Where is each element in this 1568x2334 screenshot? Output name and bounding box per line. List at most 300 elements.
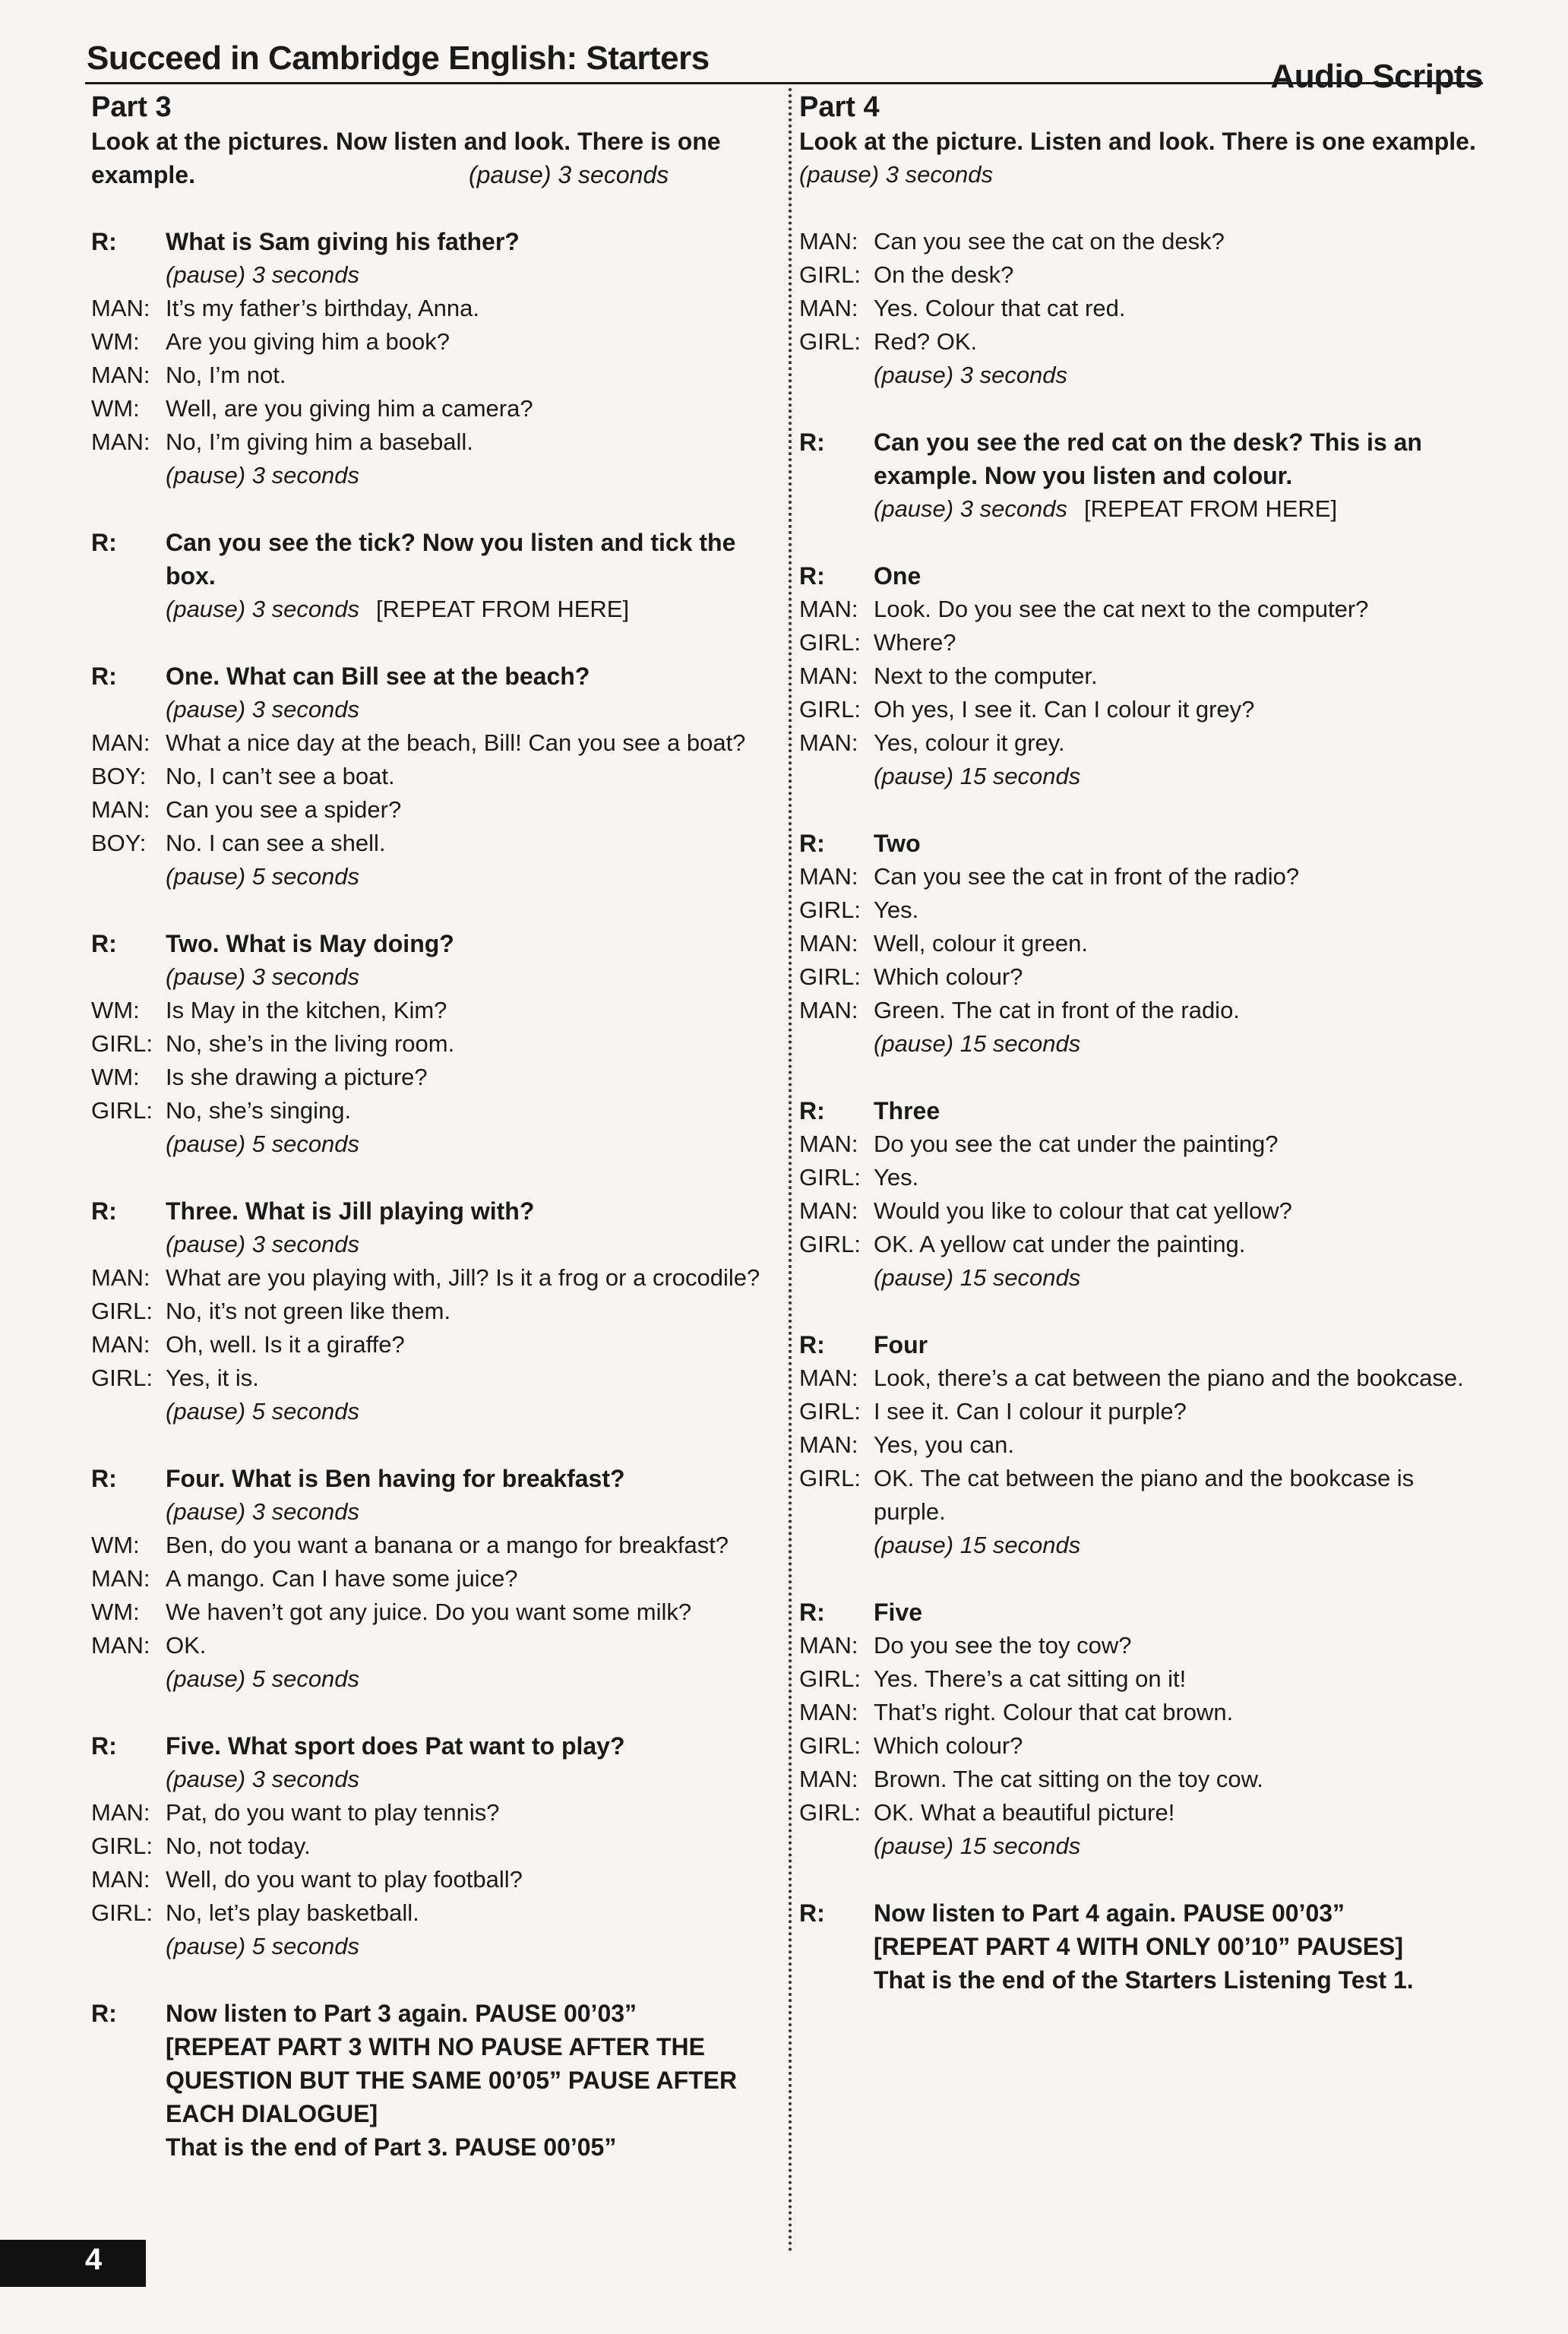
- part4-closing: [799, 1896, 1483, 1997]
- dialogue-line: [799, 626, 1483, 659]
- speaker-label: BOY:: [91, 763, 147, 789]
- book-title: Succeed in Cambridge English: Starters: [87, 40, 710, 77]
- dialogue-block: [799, 225, 1483, 392]
- speaker-label: GIRL:: [799, 629, 861, 656]
- dialogue-line: [91, 1596, 779, 1629]
- line-text-wrap: [166, 1261, 779, 1295]
- speaker-label: [91, 1395, 166, 1428]
- line-text-wrap: [166, 1127, 779, 1161]
- speaker-label: GIRL:: [799, 261, 861, 288]
- line-text: Can you see the tick? Now you listen and tick the box.: [166, 529, 736, 590]
- line-text-wrap: [166, 1295, 779, 1328]
- line-text-wrap: [166, 1863, 779, 1896]
- line-text: That’s right. Colour that cat brown.: [874, 1699, 1234, 1725]
- speaker-label: MAN:: [799, 997, 858, 1023]
- line-text: (pause) 15 seconds: [874, 1532, 1081, 1558]
- line-text: (pause) 5 seconds: [166, 1398, 360, 1425]
- speaker-label: [799, 359, 874, 392]
- pause-line: [91, 693, 779, 726]
- rubric-line: [91, 1462, 779, 1495]
- line-text-wrap: [166, 827, 779, 860]
- speaker-label: GIRL:: [799, 1164, 861, 1191]
- dialogue-line: [799, 292, 1483, 325]
- speaker-label: R:: [91, 2000, 117, 2027]
- line-text-wrap: [874, 927, 1483, 960]
- line-text-wrap: [166, 1228, 779, 1261]
- speaker-label: [799, 492, 874, 526]
- dialogue-line: [91, 760, 779, 793]
- speaker-label: [91, 459, 166, 492]
- line-text: Two: [874, 830, 921, 857]
- section-title: Audio Scripts: [1270, 58, 1483, 95]
- rubric-line: [91, 659, 779, 693]
- dialogue-line: [799, 225, 1483, 258]
- speaker-label: [91, 1495, 166, 1529]
- line-text: One. What can Bill see at the beach?: [166, 663, 590, 690]
- closing-text-line: [REPEAT PART 3 WITH NO PAUSE AFTER THE QUESTION BUT THE SAME 00’05” PAUSE AFTER EACH DIALOGUE]: [166, 2033, 738, 2127]
- part4-blocks: [799, 225, 1483, 1863]
- dialogue-block: [799, 827, 1483, 1061]
- line-text-wrap: [874, 1194, 1483, 1228]
- dialogue-line: [91, 1896, 779, 1930]
- dialogue-line: [799, 1194, 1483, 1228]
- rubric-line: [91, 927, 779, 960]
- line-text-wrap: [166, 1896, 779, 1930]
- speaker-label: R:: [91, 1732, 117, 1760]
- speaker-label: MAN:: [91, 1264, 150, 1291]
- line-text: Can you see the red cat on the desk? This is an example. Now you listen and colour.: [874, 429, 1422, 489]
- line-text-wrap: [874, 1662, 1483, 1696]
- line-text: Do you see the toy cow?: [874, 1632, 1132, 1659]
- closing-line: [91, 1997, 779, 2164]
- pause-line: [799, 1027, 1483, 1061]
- dialogue-line: [91, 793, 779, 827]
- line-text: One: [874, 562, 922, 590]
- speaker-label: R:: [799, 1899, 825, 1927]
- dialogue-line: [799, 1395, 1483, 1428]
- line-text: No, let’s play basketball.: [166, 1899, 419, 1926]
- line-text-wrap: [874, 827, 1483, 860]
- speaker-label: BOY:: [91, 830, 147, 856]
- dialogue-line: [799, 860, 1483, 893]
- speaker-label: GIRL:: [799, 897, 861, 923]
- speaker-label: GIRL:: [799, 1732, 861, 1759]
- line-text-wrap: [166, 1094, 779, 1127]
- line-text-wrap: [166, 359, 779, 392]
- line-text: Is May in the kitchen, Kim?: [166, 997, 447, 1023]
- line-text: Well, are you giving him a camera?: [166, 395, 533, 422]
- dialogue-block: [91, 526, 779, 626]
- line-text-wrap: [874, 726, 1483, 760]
- line-text-wrap: [166, 960, 779, 994]
- dialogue-line: [799, 1428, 1483, 1462]
- part4-title: Part 4: [799, 91, 880, 123]
- speaker-label: MAN:: [799, 663, 858, 689]
- dialogue-line: [799, 726, 1483, 760]
- dialogue-line: [799, 1696, 1483, 1729]
- speaker-label: GIRL:: [91, 1030, 153, 1057]
- line-text-wrap: [166, 760, 779, 793]
- line-text-wrap: [874, 1729, 1483, 1763]
- rubric-line: [799, 827, 1483, 860]
- line-text-wrap: [166, 1194, 779, 1228]
- line-text-wrap: [874, 1328, 1483, 1362]
- line-text: Five: [874, 1599, 923, 1626]
- line-text: Next to the computer.: [874, 663, 1098, 689]
- line-text: No. I can see a shell.: [166, 830, 386, 856]
- line-text-wrap: [874, 1596, 1483, 1629]
- dialogue-line: [91, 1629, 779, 1662]
- rubric-line: [799, 1328, 1483, 1362]
- line-text-wrap: [874, 1094, 1483, 1127]
- pause-line: [91, 1228, 779, 1261]
- line-text-wrap: [166, 392, 779, 425]
- line-text-wrap: [874, 760, 1483, 793]
- line-text-wrap: [874, 425, 1483, 492]
- line-text-wrap: [874, 1395, 1483, 1428]
- pause-line: [91, 459, 779, 492]
- line-text-wrap: [166, 860, 779, 893]
- speaker-label: WM:: [91, 1064, 140, 1090]
- dialogue-line: [91, 1094, 779, 1127]
- pause-line: [91, 258, 779, 292]
- pause-line: [91, 860, 779, 893]
- line-text: OK. The cat between the piano and the bookcase is purple.: [874, 1465, 1415, 1525]
- speaker-label: MAN:: [91, 1565, 150, 1592]
- speaker-label: MAN:: [799, 729, 858, 756]
- speaker-label: GIRL:: [91, 1097, 153, 1124]
- line-text-wrap: [166, 1061, 779, 1094]
- dialogue-block: [91, 927, 779, 1161]
- line-text: (pause) 3 seconds: [166, 1766, 360, 1792]
- rubric-line: [91, 225, 779, 258]
- line-text-wrap: [166, 1662, 779, 1696]
- speaker-label: GIRL:: [91, 1298, 153, 1324]
- line-text: Look, there’s a cat between the piano and the bookcase.: [874, 1365, 1464, 1391]
- speaker-label: R:: [799, 830, 825, 857]
- line-text: Five. What sport does Pat want to play?: [166, 1732, 625, 1760]
- line-text-wrap: [874, 626, 1483, 659]
- speaker-label: [91, 693, 166, 726]
- line-text: (pause) 5 seconds: [166, 1131, 360, 1157]
- speaker-label: R:: [91, 930, 117, 957]
- pause-line: [799, 492, 1483, 526]
- speaker-label: R:: [91, 228, 117, 255]
- line-text-wrap: [166, 1930, 779, 1963]
- line-text-wrap: [874, 994, 1483, 1027]
- line-text-wrap: [874, 1362, 1483, 1395]
- dialogue-block: [91, 225, 779, 492]
- dialogue-line: [799, 325, 1483, 359]
- line-text-wrap: [874, 325, 1483, 359]
- dialogue-line: [91, 1863, 779, 1896]
- pause-line: [799, 1261, 1483, 1295]
- line-text-wrap: [874, 1428, 1483, 1462]
- line-text-wrap: [166, 593, 779, 626]
- speaker-label: MAN:: [799, 1699, 858, 1725]
- line-text: Three: [874, 1097, 940, 1124]
- line-text: Which colour?: [874, 963, 1023, 990]
- speaker-label: GIRL:: [799, 1665, 861, 1692]
- line-text-wrap: [166, 1462, 779, 1495]
- line-text: (pause) 15 seconds: [874, 1264, 1081, 1291]
- line-text-wrap: [166, 225, 779, 258]
- dialogue-line: [91, 359, 779, 392]
- line-text: No, I can’t see a boat.: [166, 763, 395, 789]
- closing-text-line: Now listen to Part 3 again. PAUSE 00’03”: [166, 2000, 637, 2027]
- dialogue-line: [91, 1362, 779, 1395]
- pause-line: [799, 359, 1483, 392]
- dialogue-line: [799, 1629, 1483, 1662]
- line-text: Look. Do you see the cat next to the computer?: [874, 596, 1369, 622]
- speaker-label: [91, 1930, 166, 1963]
- speaker-label: MAN:: [799, 1365, 858, 1391]
- part4-column: [799, 90, 1483, 1997]
- line-text: (pause) 3 seconds: [166, 1498, 360, 1525]
- speaker-label: MAN:: [799, 596, 858, 622]
- pause-line: [799, 760, 1483, 793]
- line-text: Yes, colour it grey.: [874, 729, 1065, 756]
- dialogue-line: [799, 593, 1483, 626]
- speaker-label: R:: [799, 562, 825, 590]
- dialogue-line: [799, 1796, 1483, 1830]
- speaker-label: MAN:: [91, 729, 150, 756]
- part4-instruction-pause: (pause) 3 seconds: [799, 161, 994, 188]
- dialogue-block: [91, 1194, 779, 1428]
- page-number-tab: [0, 2240, 146, 2287]
- line-text: Pat, do you want to play tennis?: [166, 1799, 500, 1826]
- line-text-wrap: [874, 1696, 1483, 1729]
- speaker-label: GIRL:: [799, 1231, 861, 1257]
- line-text-wrap: [166, 1529, 779, 1562]
- page-number: 4: [85, 2243, 103, 2276]
- dialogue-block: [799, 1094, 1483, 1295]
- part3-instruction-text: Look at the pictures. Now listen and look. There is one example.: [91, 128, 721, 188]
- line-text: Two. What is May doing?: [166, 930, 454, 957]
- line-text: No, it’s not green like them.: [166, 1298, 451, 1324]
- pause-line: [91, 1763, 779, 1796]
- line-text-wrap: [166, 659, 779, 693]
- line-text: OK. What a beautiful picture!: [874, 1799, 1175, 1826]
- speaker-label: GIRL:: [799, 963, 861, 990]
- dialogue-line: [91, 1529, 779, 1562]
- speaker-label: [91, 258, 166, 292]
- dialogue-line: [91, 1295, 779, 1328]
- part3-column: [91, 90, 779, 2164]
- line-text: No, I’m giving him a baseball.: [166, 429, 473, 455]
- closing-text-line: Now listen to Part 4 again. PAUSE 00’03”: [874, 1899, 1345, 1927]
- speaker-label: R:: [91, 663, 117, 690]
- line-text-wrap: [874, 893, 1483, 927]
- speaker-label: [799, 1027, 874, 1061]
- rubric-line: [799, 1094, 1483, 1127]
- dialogue-line: [91, 1061, 779, 1094]
- speaker-label: GIRL:: [799, 1398, 861, 1425]
- pause-line: [91, 1127, 779, 1161]
- line-text: Yes.: [874, 1164, 919, 1191]
- speaker-label: [91, 1127, 166, 1161]
- line-text-wrap: [874, 559, 1483, 593]
- dialogue-block: [799, 425, 1483, 526]
- line-text: OK.: [166, 1632, 207, 1659]
- line-text-wrap: [874, 593, 1483, 626]
- rubric-line: [91, 1194, 779, 1228]
- speaker-label: MAN:: [799, 1431, 858, 1458]
- line-text-wrap: [166, 459, 779, 492]
- dialogue-line: [799, 1763, 1483, 1796]
- speaker-label: [91, 960, 166, 994]
- line-text: (pause) 5 seconds: [166, 1933, 360, 1959]
- dialogue-line: [91, 1562, 779, 1596]
- speaker-label: MAN:: [91, 1632, 150, 1659]
- speaker-label: R:: [799, 1097, 825, 1124]
- line-text: (pause) 3 seconds: [874, 495, 1068, 522]
- speaker-label: MAN:: [91, 429, 150, 455]
- line-text: What is Sam giving his father?: [166, 228, 520, 255]
- line-text-wrap: [166, 258, 779, 292]
- line-text-wrap: [166, 693, 779, 726]
- dialogue-line: [799, 659, 1483, 693]
- dialogue-line: [799, 994, 1483, 1027]
- closing-text-line: That is the end of the Starters Listening Test 1.: [874, 1966, 1414, 1994]
- speaker-label: [91, 1228, 166, 1261]
- speaker-label: MAN:: [799, 1197, 858, 1224]
- speaker-label: GIRL:: [91, 1365, 153, 1391]
- line-text-wrap: [874, 1830, 1483, 1863]
- line-text-wrap: [874, 225, 1483, 258]
- header-rule: [85, 82, 1483, 84]
- line-text-wrap: [166, 1495, 779, 1529]
- pause-line: [91, 1662, 779, 1696]
- speaker-label: MAN:: [91, 1331, 150, 1358]
- line-text: Do you see the cat under the painting?: [874, 1131, 1279, 1157]
- line-text-wrap: [874, 860, 1483, 893]
- dialogue-line: [91, 292, 779, 325]
- line-text: Can you see the cat on the desk?: [874, 228, 1225, 255]
- dialogue-line: [799, 927, 1483, 960]
- speaker-label: [799, 1261, 874, 1295]
- dialogue-line: [91, 827, 779, 860]
- speaker-label: R:: [799, 429, 825, 456]
- line-text: What are you playing with, Jill? Is it a frog or a crocodile?: [166, 1264, 760, 1291]
- closing-text-line: That is the end of Part 3. PAUSE 00’05”: [166, 2133, 617, 2161]
- line-text-wrap: [166, 1830, 779, 1863]
- pause-line: [91, 960, 779, 994]
- repeat-marker: [REPEAT FROM HERE]: [1084, 495, 1338, 522]
- speaker-label: MAN:: [91, 362, 150, 388]
- line-text: Yes. Colour that cat red.: [874, 295, 1126, 321]
- dialogue-line: [799, 1127, 1483, 1161]
- line-text: (pause) 3 seconds: [166, 1231, 360, 1257]
- line-text-wrap: [166, 1562, 779, 1596]
- line-text: Where?: [874, 629, 956, 656]
- rubric-line: [799, 1596, 1483, 1629]
- pause-line: [91, 1930, 779, 1963]
- speaker-label: MAN:: [799, 295, 858, 321]
- speaker-label: WM:: [91, 328, 140, 355]
- speaker-label: GIRL:: [799, 1465, 861, 1491]
- line-text-wrap: [874, 1228, 1483, 1261]
- part3-title: Part 3: [91, 91, 172, 123]
- line-text: Red? OK.: [874, 328, 978, 355]
- line-text: Four: [874, 1331, 928, 1358]
- line-text: (pause) 15 seconds: [874, 763, 1081, 789]
- speaker-label: R:: [799, 1331, 825, 1358]
- line-text-wrap: [166, 927, 779, 960]
- line-text: OK. A yellow cat under the painting.: [874, 1231, 1246, 1257]
- dialogue-line: [799, 258, 1483, 292]
- speaker-label: GIRL:: [799, 328, 861, 355]
- closing-text: [874, 1896, 1483, 1997]
- repeat-marker: [REPEAT FROM HERE]: [376, 596, 630, 622]
- speaker-label: MAN:: [799, 1632, 858, 1659]
- speaker-label: MAN:: [91, 796, 150, 823]
- line-text: Are you giving him a book?: [166, 328, 450, 355]
- line-text-wrap: [166, 726, 779, 760]
- speaker-label: MAN:: [799, 930, 858, 957]
- line-text: Well, do you want to play football?: [166, 1866, 523, 1893]
- line-text-wrap: [166, 1027, 779, 1061]
- line-text: I see it. Can I colour it purple?: [874, 1398, 1187, 1425]
- line-text-wrap: [874, 292, 1483, 325]
- pause-line: [91, 593, 779, 626]
- speaker-label: MAN:: [799, 1766, 858, 1792]
- speaker-label: R:: [91, 1197, 117, 1225]
- speaker-label: GIRL:: [91, 1899, 153, 1926]
- speaker-label: [91, 593, 166, 626]
- line-text-wrap: [874, 492, 1483, 526]
- speaker-label: GIRL:: [91, 1833, 153, 1859]
- dialogue-line: [799, 893, 1483, 927]
- line-text: Would you like to colour that cat yellow?: [874, 1197, 1292, 1224]
- line-text: Four. What is Ben having for breakfast?: [166, 1465, 625, 1492]
- line-text: A mango. Can I have some juice?: [166, 1565, 518, 1592]
- dialogue-line: [799, 1462, 1483, 1529]
- pause-line: [91, 1495, 779, 1529]
- line-text: (pause) 3 seconds: [166, 462, 360, 489]
- closing-text-line: [REPEAT PART 4 WITH ONLY 00’10” PAUSES]: [874, 1933, 1404, 1960]
- rubric-line: [799, 559, 1483, 593]
- pause-line: [799, 1830, 1483, 1863]
- pause-line: [91, 1395, 779, 1428]
- line-text: (pause) 3 seconds: [166, 963, 360, 990]
- part3-blocks: [91, 225, 779, 1963]
- line-text: Yes, it is.: [166, 1365, 259, 1391]
- line-text-wrap: [874, 960, 1483, 994]
- dialogue-line: [799, 1729, 1483, 1763]
- pause-line: [799, 1529, 1483, 1562]
- line-text-wrap: [166, 425, 779, 459]
- line-text: No, not today.: [166, 1833, 311, 1859]
- dialogue-line: [91, 1328, 779, 1362]
- speaker-label: [91, 860, 166, 893]
- line-text: Green. The cat in front of the radio.: [874, 997, 1240, 1023]
- line-text: No, I’m not.: [166, 362, 286, 388]
- line-text-wrap: [874, 1763, 1483, 1796]
- line-text: (pause) 3 seconds: [874, 362, 1068, 388]
- dialogue-line: [91, 1261, 779, 1295]
- speaker-label: WM:: [91, 1532, 140, 1558]
- line-text: It’s my father’s birthday, Anna.: [166, 295, 479, 321]
- line-text-wrap: [166, 526, 779, 593]
- line-text-wrap: [166, 994, 779, 1027]
- rubric-line: [91, 1729, 779, 1763]
- line-text: (pause) 3 seconds: [166, 696, 360, 723]
- line-text-wrap: [874, 1027, 1483, 1061]
- line-text: No, she’s singing.: [166, 1097, 352, 1124]
- dialogue-line: [799, 1662, 1483, 1696]
- line-text: No, she’s in the living room.: [166, 1030, 455, 1057]
